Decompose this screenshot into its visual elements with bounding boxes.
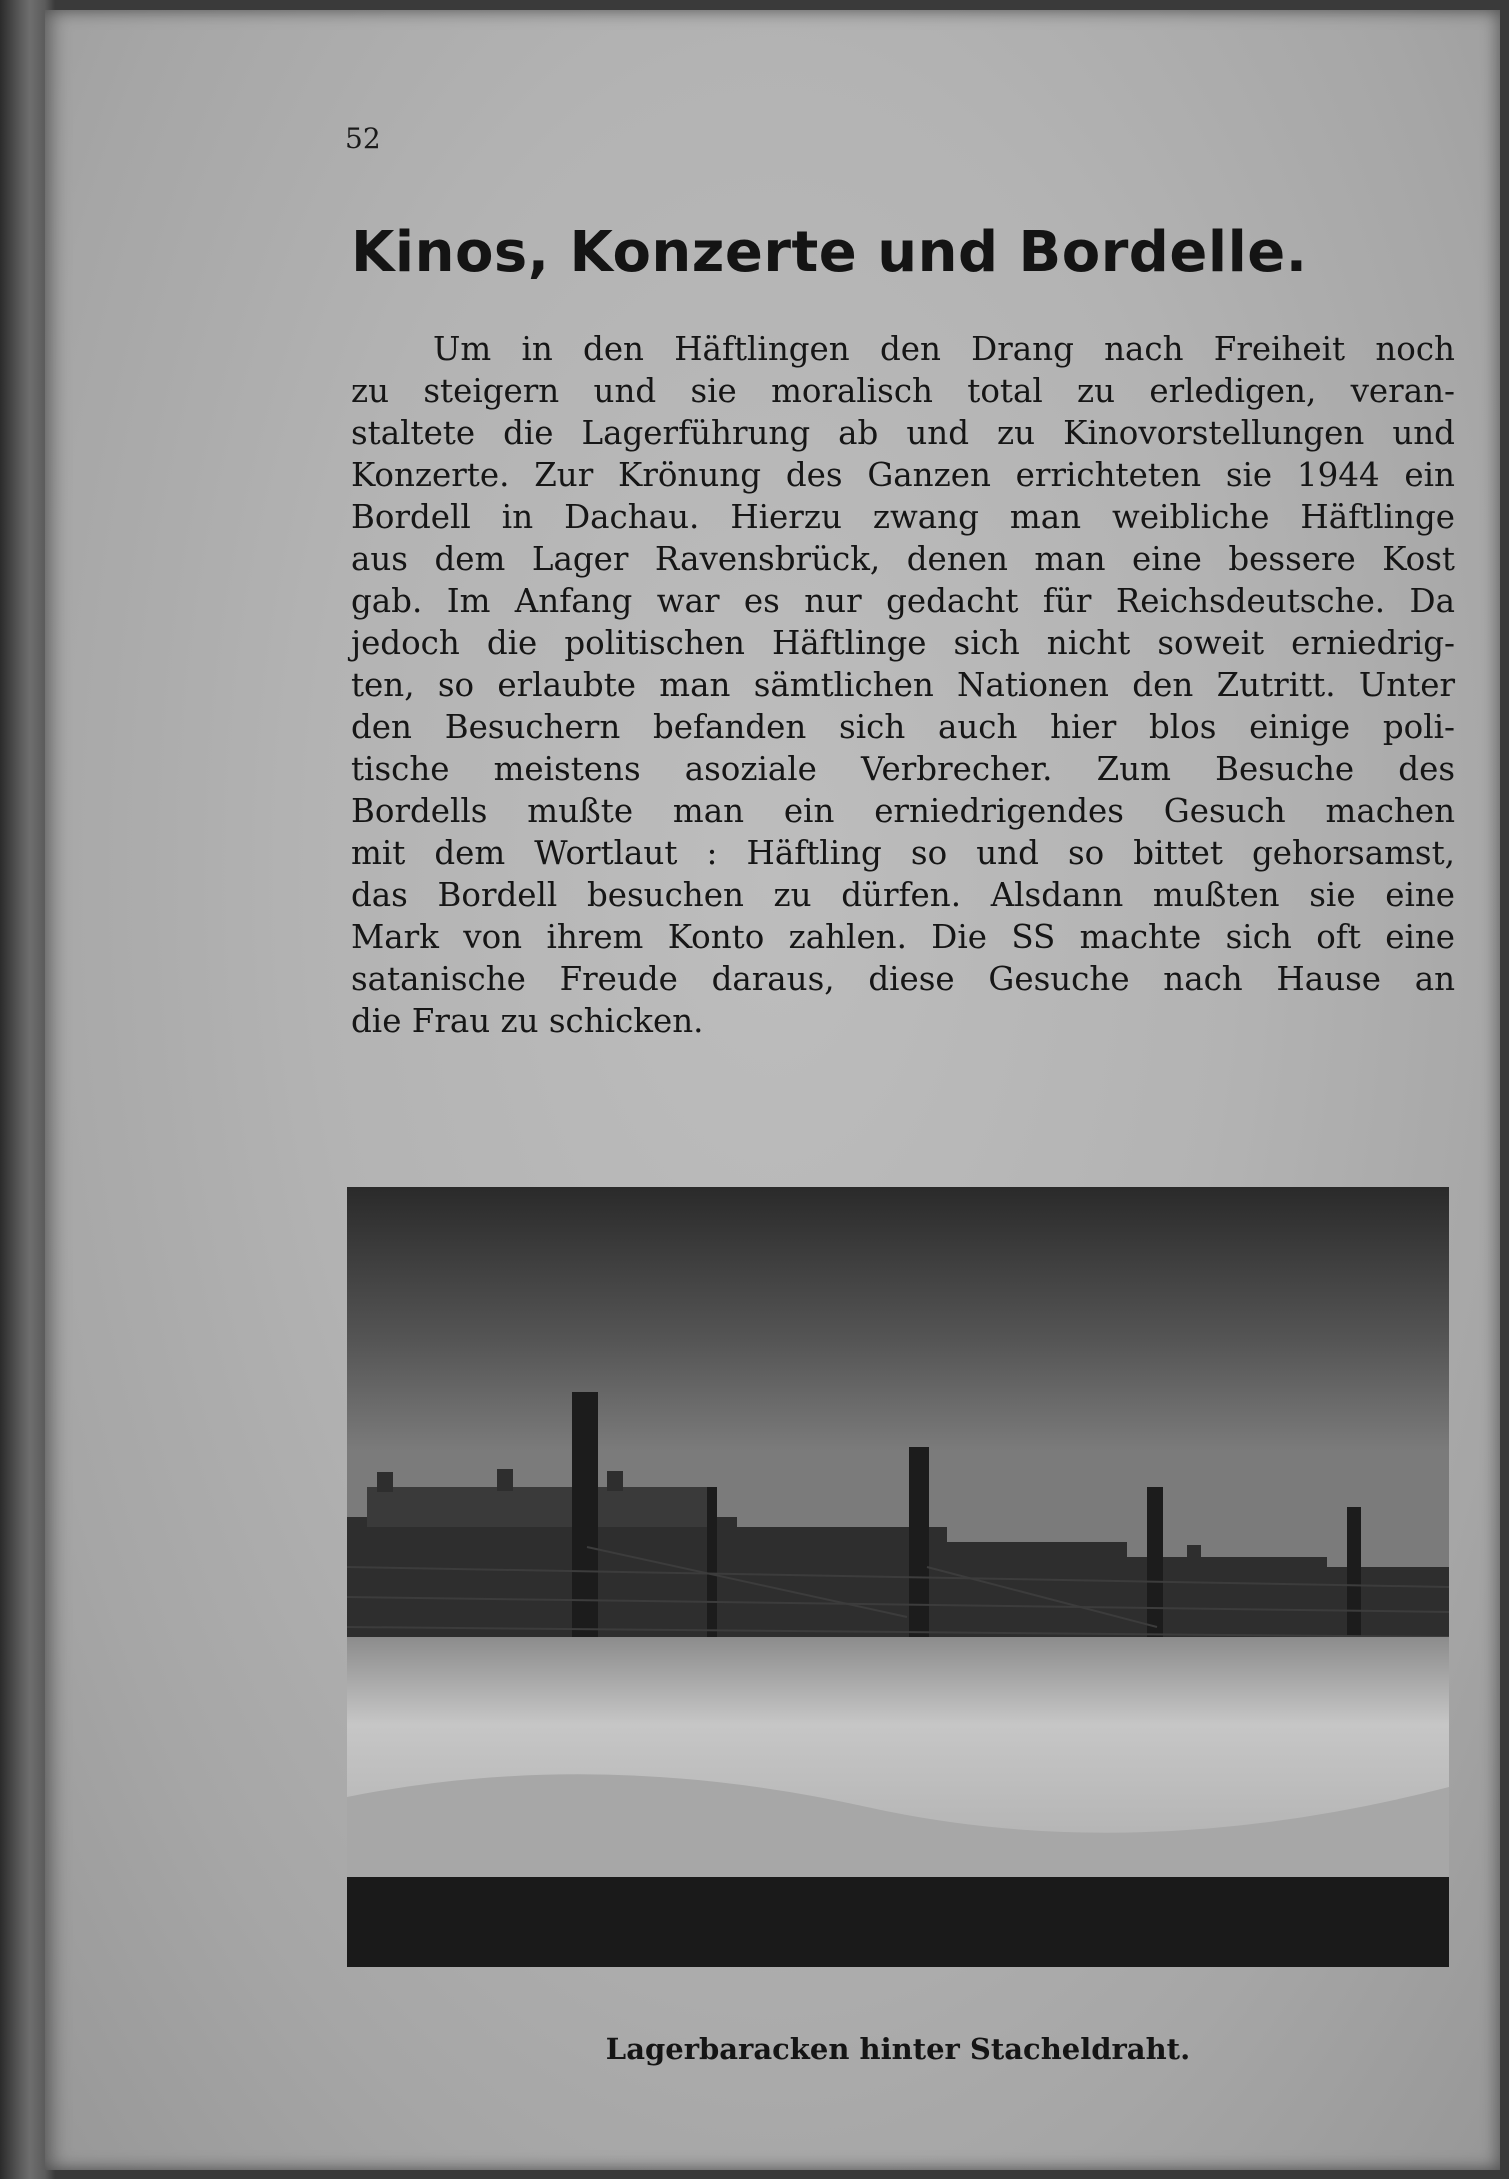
camp-barracks-photo xyxy=(347,1187,1449,1967)
body-line: Bordell in Dachau. Hierzu zwang man weibliche Häftlinge xyxy=(351,498,1455,536)
page-title: Kinos, Konzerte und Bordelle. xyxy=(351,220,1308,285)
body-line: staltete die Lagerführung ab und zu Kinovorstellungen und xyxy=(351,414,1455,452)
book-page xyxy=(45,10,1500,2170)
body-line: gab. Im Anfang war es nur gedacht für Reichsdeutsche. Da xyxy=(351,582,1455,620)
body-line: jedoch die politischen Häftlinge sich nicht soweit erniedrig- xyxy=(351,624,1455,662)
photo-foreground xyxy=(347,1877,1449,1967)
photo-illustration xyxy=(347,1187,1449,1967)
body-line: Bordells mußte man ein erniedrigendes Gesuch machen xyxy=(351,792,1455,830)
body-line: zu steigern und sie moralisch total zu erledigen, veran- xyxy=(351,372,1455,410)
photo-caption: Lagerbaracken hinter Stacheldraht. xyxy=(605,2032,1191,2066)
body-line: ten, so erlaubte man sämtlichen Nationen den Zutritt. Unter xyxy=(351,666,1455,704)
body-line: Um in den Häftlingen den Drang nach Freiheit noch xyxy=(433,330,1455,368)
body-line: Konzerte. Zur Krönung des Ganzen errichteten sie 1944 ein xyxy=(351,456,1455,494)
body-line: die Frau zu schicken. xyxy=(351,1002,704,1040)
body-line: Mark von ihrem Konto zahlen. Die SS machte sich oft eine xyxy=(351,918,1455,956)
body-line: mit dem Wortlaut : Häftling so und so bittet gehorsamst, xyxy=(351,834,1455,872)
body-line: das Bordell besuchen zu dürfen. Alsdann mußten sie eine xyxy=(351,876,1455,914)
body-line: den Besuchern befanden sich auch hier blos einige poli- xyxy=(351,708,1455,746)
body-line: satanische Freude daraus, diese Gesuche nach Hause an xyxy=(351,960,1455,998)
body-paragraph xyxy=(351,328,1455,1042)
page-number: 52 xyxy=(345,122,381,155)
body-line: aus dem Lager Ravensbrück, denen man eine bessere Kost xyxy=(351,540,1455,578)
body-line: tische meistens asoziale Verbrecher. Zum Besuche des xyxy=(351,750,1455,788)
